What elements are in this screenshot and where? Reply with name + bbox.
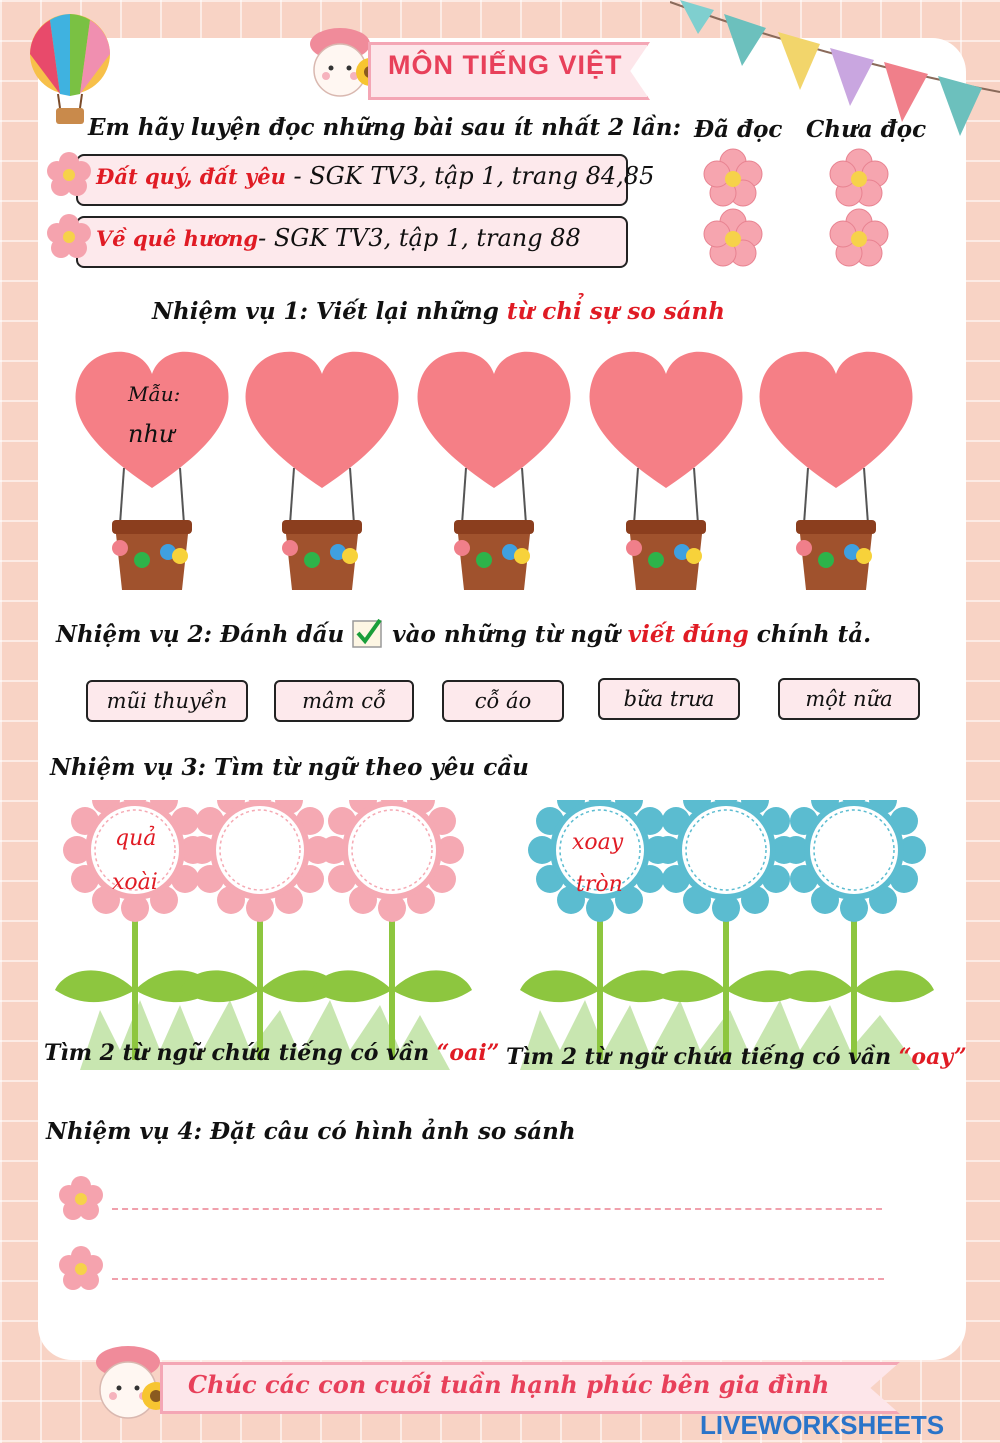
reading-item-1 <box>96 162 654 190</box>
task2-suffix: chính tả. <box>748 621 872 648</box>
flower-bullet-icon <box>44 150 94 200</box>
checkmark-icon <box>352 618 384 648</box>
flower-bullet-icon <box>44 212 94 262</box>
subject-title: MÔN TIẾNG VIỆT <box>388 50 623 80</box>
oay-sample-word-1: xoay <box>572 830 624 855</box>
task3-title: Nhiệm vụ 3: Tìm từ ngữ theo yêu cầu <box>50 754 529 781</box>
task4-title: Nhiệm vụ 4: Đặt câu có hình ảnh so sánh <box>46 1118 576 1145</box>
reading-item-2 <box>96 224 581 252</box>
col-unread-heading: Chưa đọc <box>806 116 927 143</box>
unread-checkbox-1-flower-icon[interactable] <box>828 148 890 210</box>
reading-source-2: - SGK TV3, tập 1, trang 88 <box>258 224 581 252</box>
unread-checkbox-2-flower-icon[interactable] <box>828 208 890 270</box>
task2-middle: vào những từ ngữ <box>384 621 628 648</box>
heart-balloon-4[interactable] <box>586 348 746 598</box>
reading-instruction: Em hãy luyện đọc những bài sau ít nhất 2 lần: <box>88 114 681 141</box>
read-checkbox-1-flower-icon[interactable] <box>702 148 764 210</box>
reading-title-2: Về quê hương <box>96 226 259 251</box>
word-option-2[interactable]: mâm cỗ <box>274 680 414 722</box>
task1-prefix: Nhiệm vụ 1: Viết lại những <box>152 298 507 325</box>
oay-caption-prefix: Tìm 2 từ ngữ chứa tiếng có vần <box>506 1044 899 1070</box>
task2-title <box>56 618 871 648</box>
hot-air-balloon-icon <box>14 8 124 128</box>
task1-sample-label: Mẫu: <box>128 382 181 406</box>
task2-highlight: viết đúng <box>627 621 749 648</box>
reading-source-1: - SGK TV3, tập 1, trang 84,85 <box>285 162 655 190</box>
heart-balloon-3[interactable] <box>414 348 574 598</box>
heart-balloon-5[interactable] <box>756 348 916 598</box>
oai-sample-word-1: quả <box>115 826 157 851</box>
task1-sample-word: như <box>128 420 175 448</box>
oai-caption <box>44 1040 499 1066</box>
flower-bullet-icon <box>56 1174 106 1224</box>
sentence-line-2[interactable] <box>112 1278 884 1280</box>
footer-message: Chúc các con cuối tuần hạnh phúc bên gia đình <box>188 1370 830 1399</box>
word-option-1[interactable]: mũi thuyền <box>86 680 248 722</box>
oai-sample-word-2: xoài <box>112 870 158 895</box>
word-option-4[interactable]: bữa trưa <box>598 678 740 720</box>
oai-caption-rhyme: “oai” <box>436 1040 500 1066</box>
read-checkbox-2-flower-icon[interactable] <box>702 208 764 270</box>
task1-title <box>152 298 725 325</box>
reading-title-1: Đất quý, đất yêu <box>96 164 286 189</box>
oay-sample-word-2: tròn <box>576 872 623 897</box>
oai-caption-prefix: Tìm 2 từ ngữ chứa tiếng có vần <box>44 1040 437 1066</box>
liveworksheets-logo: LIVEWORKSHEETS <box>700 1410 945 1440</box>
oay-caption <box>506 1044 967 1070</box>
heart-balloon-2[interactable] <box>242 348 402 598</box>
word-option-5[interactable]: một nữa <box>778 678 920 720</box>
oay-caption-rhyme: “oay” <box>898 1044 967 1070</box>
task2-prefix: Nhiệm vụ 2: Đánh dấu <box>56 621 353 648</box>
task1-highlight: từ chỉ sự so sánh <box>506 298 725 325</box>
col-read-heading: Đã đọc <box>694 116 783 143</box>
word-option-3[interactable]: cỗ áo <box>442 680 564 722</box>
flower-bullet-icon <box>56 1244 106 1294</box>
sentence-line-1[interactable] <box>112 1208 882 1210</box>
